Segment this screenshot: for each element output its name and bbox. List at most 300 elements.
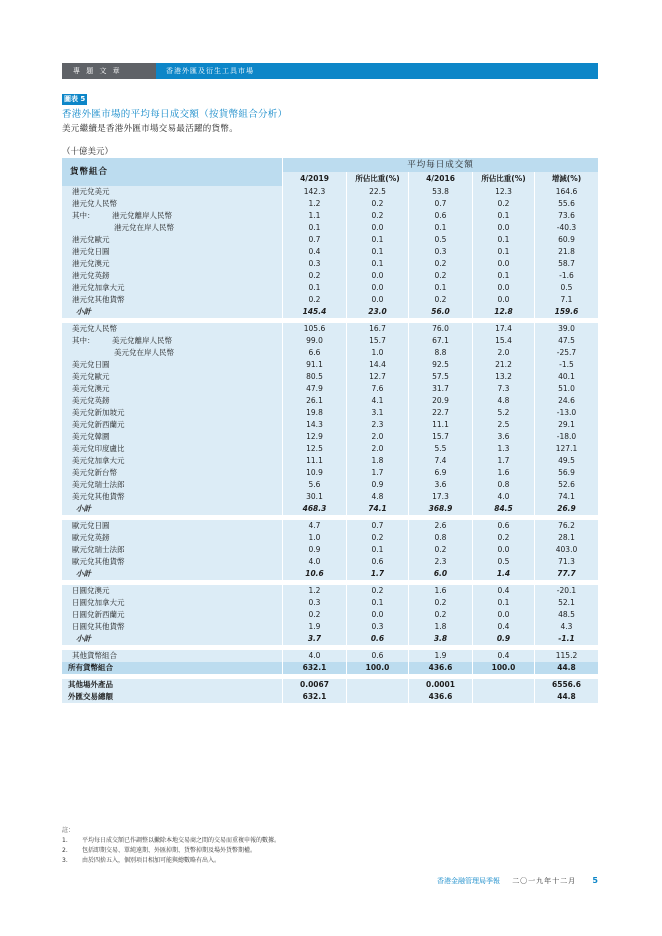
value-cell: -1.5 [534, 359, 598, 371]
value-cell: 1.9 [408, 650, 472, 662]
value-cell: 11.1 [408, 419, 472, 431]
value-cell: 0.0 [472, 544, 534, 556]
value-cell: 632.1 [282, 662, 346, 674]
value-cell: 22.5 [346, 186, 408, 198]
value-cell: 21.2 [472, 359, 534, 371]
subtotal-row [62, 568, 598, 580]
value-cell: -40.3 [534, 222, 598, 234]
value-cell: 91.1 [282, 359, 346, 371]
row-label [62, 419, 282, 431]
table-row [62, 597, 598, 609]
value-cell: 6.0 [408, 568, 472, 580]
col-header: 4/2016 [408, 172, 472, 186]
value-cell: 0.0 [346, 609, 408, 621]
row-label [62, 234, 282, 246]
value-cell: 15.7 [346, 335, 408, 347]
row-label [62, 335, 282, 347]
table-tag: 圖表 5 [64, 95, 86, 103]
value-cell: 0.3 [282, 597, 346, 609]
total-row [62, 679, 598, 691]
value-cell: 0.9 [472, 633, 534, 645]
table-row [62, 532, 598, 544]
row-label-text: 所有貨幣組合 [68, 663, 113, 672]
row-label [62, 544, 282, 556]
row-label [62, 210, 282, 222]
value-cell: 368.9 [408, 503, 472, 515]
total-row [62, 691, 598, 703]
row-label-text: 美元兌新西蘭元 [72, 420, 125, 429]
value-cell: 0.0 [346, 294, 408, 306]
value-cell: 1.2 [282, 198, 346, 210]
value-cell: 0.2 [408, 544, 472, 556]
notes [62, 826, 280, 866]
value-cell: 6.6 [282, 347, 346, 359]
value-cell: 164.6 [534, 186, 598, 198]
value-cell: 84.5 [472, 503, 534, 515]
row-label-text: 港元兌美元 [72, 187, 110, 196]
row-label-text: 日圓兌澳元 [72, 586, 110, 595]
value-cell: 48.5 [534, 609, 598, 621]
row-label-text: 港元兌人民幣 [72, 199, 117, 208]
row-label [62, 347, 282, 359]
publication-name: 香港金融管理局季報 [436, 877, 500, 885]
value-cell: 0.2 [472, 532, 534, 544]
table-row [62, 294, 598, 306]
value-cell: 0.1 [282, 282, 346, 294]
value-cell: 0.2 [408, 597, 472, 609]
table-row [62, 383, 598, 395]
value-cell: 0.2 [346, 532, 408, 544]
value-cell: 2.3 [346, 419, 408, 431]
value-cell: 56.9 [534, 467, 598, 479]
value-cell: 8.8 [408, 347, 472, 359]
row-label [62, 621, 282, 633]
row-label-text: 小計 [76, 307, 91, 316]
value-cell: 0.4 [282, 246, 346, 258]
subtotal-row [62, 633, 598, 645]
row-label [62, 323, 282, 335]
value-cell: 73.6 [534, 210, 598, 222]
value-cell: 0.0 [346, 222, 408, 234]
table-row [62, 443, 598, 455]
value-cell: 53.8 [408, 186, 472, 198]
value-cell: 47.5 [534, 335, 598, 347]
value-cell: 49.5 [534, 455, 598, 467]
row-label-text: 日圓兌新西蘭元 [72, 610, 125, 619]
table-header [62, 158, 598, 186]
col-header: 4/2019 [282, 172, 346, 186]
topic-label: 香港外匯及衍生工具市場 [156, 63, 598, 79]
value-cell: 5.5 [408, 443, 472, 455]
row-label-text: 美元兌韓圜 [72, 432, 110, 441]
row-label-text: 美元兌新台幣 [72, 468, 117, 477]
value-cell: -1.6 [534, 270, 598, 282]
page-number: 5 [592, 876, 598, 885]
value-cell: 1.8 [408, 621, 472, 633]
value-cell: 1.3 [472, 443, 534, 455]
value-cell: 71.3 [534, 556, 598, 568]
value-cell: 0.5 [534, 282, 598, 294]
note-text: 由於四捨五入，個別項目相加可能與總數略有出入。 [82, 857, 221, 864]
value-cell: 0.2 [282, 294, 346, 306]
row-label-text: 美元兌人民幣 [72, 324, 117, 333]
value-cell: 74.1 [534, 491, 598, 503]
value-cell: 0.4 [472, 621, 534, 633]
value-cell: 1.7 [346, 467, 408, 479]
subtotal-row [62, 503, 598, 515]
col-header: 所佔比重(%) [472, 172, 534, 186]
value-cell: 17.4 [472, 323, 534, 335]
value-cell: 0.6 [346, 556, 408, 568]
row-label [62, 479, 282, 491]
table-row [62, 431, 598, 443]
value-cell: 142.3 [282, 186, 346, 198]
value-cell: 11.1 [282, 455, 346, 467]
value-cell: 12.7 [346, 371, 408, 383]
row-label-text: 美元兌其他貨幣 [72, 492, 125, 501]
value-cell: 0.1 [408, 282, 472, 294]
note-text: 包括即期交易、單純遠期、外匯掉期、貨幣掉期及場外貨幣期權。 [82, 847, 257, 854]
value-cell: 468.3 [282, 503, 346, 515]
row-label [62, 650, 282, 662]
table-row [62, 395, 598, 407]
row-label [62, 407, 282, 419]
col-header: 增減(%) [534, 172, 598, 186]
row-label [62, 609, 282, 621]
section-label: 專 題 文 章 [62, 63, 156, 79]
value-cell: 403.0 [534, 544, 598, 556]
note-number: 3. [62, 857, 68, 864]
value-cell: 0.1 [346, 246, 408, 258]
value-cell: 2.0 [472, 347, 534, 359]
table-row [62, 467, 598, 479]
value-cell: 0.2 [282, 270, 346, 282]
value-cell: -1.1 [534, 633, 598, 645]
value-cell: 1.0 [282, 532, 346, 544]
table-row [62, 198, 598, 210]
value-cell: 436.6 [408, 691, 472, 703]
value-cell: 19.8 [282, 407, 346, 419]
value-cell: 44.8 [534, 691, 598, 703]
value-cell: 6.9 [408, 467, 472, 479]
page-footer [0, 876, 598, 886]
row-label [62, 294, 282, 306]
row-label [62, 431, 282, 443]
table-row [62, 621, 598, 633]
value-cell: 3.7 [282, 633, 346, 645]
value-cell: 39.0 [534, 323, 598, 335]
value-cell [472, 691, 534, 703]
value-cell: 1.0 [346, 347, 408, 359]
value-cell: 0.2 [408, 609, 472, 621]
row-label [62, 455, 282, 467]
value-cell: 67.1 [408, 335, 472, 347]
value-cell: 7.6 [346, 383, 408, 395]
value-cell: 1.8 [346, 455, 408, 467]
value-cell: 14.4 [346, 359, 408, 371]
row-label-text: 港元兌加拿大元 [72, 283, 125, 292]
row-label-text: 美元兌日圓 [72, 360, 110, 369]
value-cell: 4.0 [472, 491, 534, 503]
table-subtitle: 美元繼續是香港外匯市場交易最活躍的貨幣。 [62, 124, 239, 134]
row-label-text: 小計 [76, 634, 91, 643]
row-label-text: 美元兌瑞士法郎 [72, 480, 125, 489]
value-cell: 4.8 [346, 491, 408, 503]
value-cell: 92.5 [408, 359, 472, 371]
value-cell: 632.1 [282, 691, 346, 703]
row-label-text: 美元兌英鎊 [72, 396, 110, 405]
value-cell: 7.4 [408, 455, 472, 467]
value-cell: 0.2 [472, 198, 534, 210]
value-cell: 0.1 [346, 258, 408, 270]
value-cell: 0.5 [472, 556, 534, 568]
value-cell: 15.7 [408, 431, 472, 443]
row-label-text: 美元兌澳元 [72, 384, 110, 393]
row-label-text: 港元兌歐元 [72, 235, 110, 244]
value-cell: 2.3 [408, 556, 472, 568]
value-cell: 51.0 [534, 383, 598, 395]
value-cell: 77.7 [534, 568, 598, 580]
value-cell [346, 679, 408, 691]
value-cell: 0.1 [282, 222, 346, 234]
value-cell: 4.3 [534, 621, 598, 633]
value-cell: 10.9 [282, 467, 346, 479]
row-label [62, 679, 282, 691]
value-cell: 0.2 [408, 258, 472, 270]
row-label-text: 日圓兌其他貨幣 [72, 622, 125, 631]
table-row [62, 323, 598, 335]
value-cell: 0.1 [472, 597, 534, 609]
value-cell: 0.1 [346, 234, 408, 246]
row-label-text: 美元兌離岸人民幣 [112, 336, 172, 345]
table-row [62, 585, 598, 597]
value-cell: 0.1 [472, 270, 534, 282]
value-cell: 15.4 [472, 335, 534, 347]
table-row [62, 347, 598, 359]
table-body [62, 186, 598, 703]
value-cell: 0.6 [408, 210, 472, 222]
value-cell: 1.7 [346, 568, 408, 580]
value-cell: 76.2 [534, 520, 598, 532]
col-header: 所佔比重(%) [346, 172, 408, 186]
row-prefix: 其中： [72, 211, 95, 220]
row-label [62, 662, 282, 674]
table-row [62, 222, 598, 234]
value-cell: 0.2 [408, 294, 472, 306]
value-cell: 4.8 [472, 395, 534, 407]
table-row [62, 609, 598, 621]
value-cell: 0.0 [472, 258, 534, 270]
value-cell: 0.5 [408, 234, 472, 246]
value-cell: 1.4 [472, 568, 534, 580]
row-label [62, 198, 282, 210]
value-cell: 1.7 [472, 455, 534, 467]
row-label-text: 港元兌在岸人民幣 [114, 223, 174, 232]
row-label [62, 258, 282, 270]
row-label [62, 359, 282, 371]
group-header: 平均每日成交額 [282, 158, 598, 172]
value-cell: 0.0 [346, 270, 408, 282]
value-cell: 115.2 [534, 650, 598, 662]
value-cell: 22.7 [408, 407, 472, 419]
value-cell: 0.8 [408, 532, 472, 544]
value-cell: 0.4 [472, 585, 534, 597]
value-cell: 76.0 [408, 323, 472, 335]
row-label-text: 美元兌印度盧比 [72, 444, 125, 453]
table-row [62, 520, 598, 532]
row-label-text: 外匯交易總額 [68, 692, 113, 701]
value-cell: 2.5 [472, 419, 534, 431]
row-label-text: 港元兌日圓 [72, 247, 110, 256]
row-label [62, 222, 282, 234]
table-row [62, 556, 598, 568]
value-cell: 1.1 [282, 210, 346, 222]
row-label-text: 日圓兌加拿大元 [72, 598, 125, 607]
table-row [62, 455, 598, 467]
value-cell: 52.1 [534, 597, 598, 609]
value-cell: 44.8 [534, 662, 598, 674]
value-cell: 0.1 [408, 222, 472, 234]
value-cell: 0.1 [472, 210, 534, 222]
table-row [62, 210, 598, 222]
value-cell: 127.1 [534, 443, 598, 455]
value-cell: 40.1 [534, 371, 598, 383]
row-label [62, 306, 282, 318]
value-cell: 0.0067 [282, 679, 346, 691]
row-label-text: 港元兌其他貨幣 [72, 295, 125, 304]
table-row [62, 282, 598, 294]
value-cell: 60.9 [534, 234, 598, 246]
value-cell: 20.9 [408, 395, 472, 407]
value-cell: 0.2 [346, 198, 408, 210]
value-cell: 0.2 [346, 585, 408, 597]
table-row [62, 258, 598, 270]
value-cell: 16.7 [346, 323, 408, 335]
row-prefix: 其中： [72, 336, 95, 345]
row-label [62, 585, 282, 597]
row-label-text: 港元兌澳元 [72, 259, 110, 268]
value-cell: 159.6 [534, 306, 598, 318]
value-cell: 3.6 [472, 431, 534, 443]
table-row [62, 246, 598, 258]
value-cell: 23.0 [346, 306, 408, 318]
value-cell: -13.0 [534, 407, 598, 419]
note-number: 1. [62, 837, 68, 844]
row-label [62, 633, 282, 645]
table-row [62, 491, 598, 503]
row-label-text: 小計 [76, 504, 91, 513]
row-label [62, 503, 282, 515]
value-cell: 26.1 [282, 395, 346, 407]
row-label [62, 520, 282, 532]
table-row [62, 650, 598, 662]
value-cell: 10.6 [282, 568, 346, 580]
value-cell: 24.6 [534, 395, 598, 407]
row-label [62, 467, 282, 479]
table-row [62, 270, 598, 282]
row-label [62, 282, 282, 294]
row-label [62, 371, 282, 383]
page-header [62, 63, 598, 79]
value-cell: 7.3 [472, 383, 534, 395]
row-label [62, 246, 282, 258]
value-cell: -20.1 [534, 585, 598, 597]
value-cell: 436.6 [408, 662, 472, 674]
value-cell: 17.3 [408, 491, 472, 503]
value-cell: 4.0 [282, 650, 346, 662]
note-number: 2. [62, 847, 68, 854]
value-cell: 1.9 [282, 621, 346, 633]
publication-date: 二〇一九年十二月 [512, 877, 577, 885]
row-label-text: 美元兌在岸人民幣 [114, 348, 174, 357]
value-cell: 3.8 [408, 633, 472, 645]
unit-label: （十億美元） [62, 147, 114, 157]
row-label [62, 186, 282, 198]
value-cell: 5.2 [472, 407, 534, 419]
value-cell: 12.9 [282, 431, 346, 443]
value-cell: 31.7 [408, 383, 472, 395]
value-cell: 29.1 [534, 419, 598, 431]
row-label [62, 491, 282, 503]
value-cell: 0.7 [408, 198, 472, 210]
total-row [62, 662, 598, 674]
value-cell: 2.0 [346, 443, 408, 455]
value-cell: 99.0 [282, 335, 346, 347]
value-cell: 12.3 [472, 186, 534, 198]
value-cell: 0.1 [346, 597, 408, 609]
value-cell: 58.7 [534, 258, 598, 270]
value-cell: 0.3 [282, 258, 346, 270]
table-row [62, 479, 598, 491]
value-cell [472, 679, 534, 691]
value-cell: 0.1 [346, 544, 408, 556]
value-cell: 52.6 [534, 479, 598, 491]
row-header-label: 貨幣組合 [62, 158, 282, 186]
value-cell: 0.9 [346, 479, 408, 491]
value-cell: 0.8 [472, 479, 534, 491]
value-cell: 4.7 [282, 520, 346, 532]
value-cell: 5.6 [282, 479, 346, 491]
table-row [62, 371, 598, 383]
value-cell: 0.6 [472, 520, 534, 532]
value-cell: 0.3 [346, 621, 408, 633]
value-cell: 0.9 [282, 544, 346, 556]
table-row [62, 186, 598, 198]
row-label [62, 556, 282, 568]
row-label-text: 歐元兌日圓 [72, 521, 110, 530]
table-title: 香港外匯市場的平均每日成交額（按貨幣組合分析） [62, 109, 288, 120]
row-label-text: 港元兌英鎊 [72, 271, 110, 280]
row-label-text: 港元兌離岸人民幣 [112, 211, 172, 220]
value-cell: 4.1 [346, 395, 408, 407]
value-cell: 0.0 [472, 282, 534, 294]
value-cell: 1.6 [472, 467, 534, 479]
value-cell: 28.1 [534, 532, 598, 544]
value-cell: 0.1 [472, 234, 534, 246]
value-cell: 56.0 [408, 306, 472, 318]
value-cell: -25.7 [534, 347, 598, 359]
value-cell: 4.0 [282, 556, 346, 568]
value-cell: 26.9 [534, 503, 598, 515]
value-cell: 0.2 [346, 210, 408, 222]
value-cell: 100.0 [346, 662, 408, 674]
value-cell: 0.0001 [408, 679, 472, 691]
value-cell: 80.5 [282, 371, 346, 383]
value-cell: 7.1 [534, 294, 598, 306]
table-row [62, 359, 598, 371]
row-label [62, 270, 282, 282]
row-label-text: 美元兌新加坡元 [72, 408, 125, 417]
